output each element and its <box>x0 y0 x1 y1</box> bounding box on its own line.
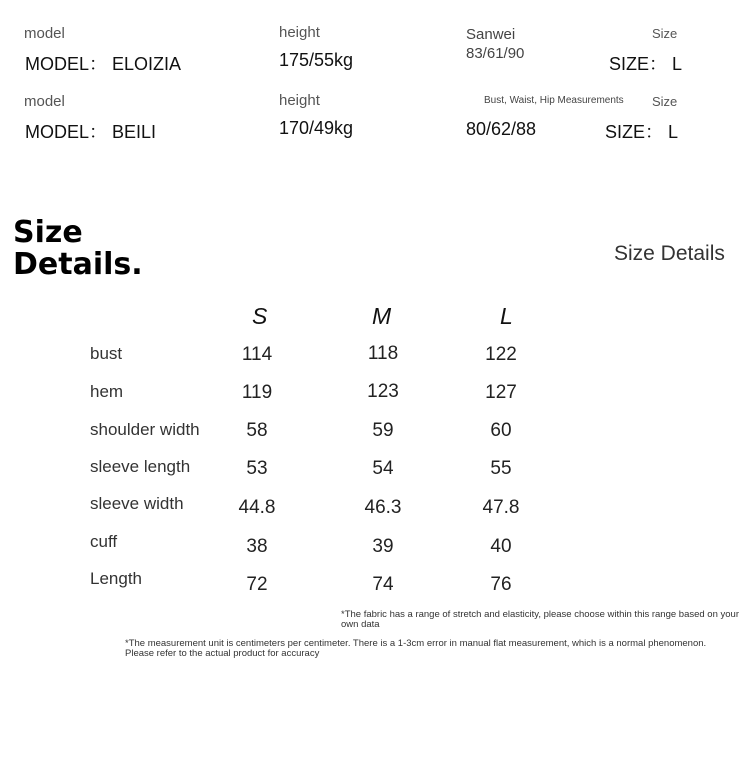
column-header-l: L <box>500 303 513 329</box>
measurements-label: Sanwei <box>466 26 516 43</box>
column-header-s: S <box>252 303 268 329</box>
size-label: Size <box>652 94 678 109</box>
cell-l: 76 <box>490 574 512 595</box>
cell-s: 114 <box>241 344 273 365</box>
cell-m: 74 <box>372 574 394 595</box>
size-label: Size <box>652 26 678 41</box>
cell-l: 60 <box>490 420 512 441</box>
row-label: bust <box>90 344 123 363</box>
size-details-heading <box>13 217 143 281</box>
height-value: 175/55kg <box>279 50 354 70</box>
row-label: hem <box>90 382 124 401</box>
cell-s: 119 <box>241 382 273 403</box>
column-header-m: M <box>372 303 392 329</box>
row-label: cuff <box>90 532 118 551</box>
height-label: height <box>279 24 320 41</box>
heading-line-1: Size <box>13 215 83 250</box>
cell-m: 118 <box>367 343 399 364</box>
cell-m: 46.3 <box>364 497 402 518</box>
model-name: MODEL： ELOIZIA <box>25 54 182 74</box>
cell-l: 55 <box>490 458 512 479</box>
cell-s: 53 <box>246 458 268 479</box>
cell-s: 72 <box>246 574 268 595</box>
cell-l: 122 <box>485 344 517 365</box>
height-label: height <box>279 92 320 109</box>
model-label: model <box>24 93 65 110</box>
measurement-note: *The measurement unit is centimeters per centimeter. There is a 1-3cm error in manual flat measurement, which is a normal phenomenon. Please refer to the actual product for accuracy <box>125 638 707 659</box>
cell-m: 123 <box>367 381 399 402</box>
measurements-value: 80/62/88 <box>466 119 537 139</box>
cell-l: 47.8 <box>482 497 520 518</box>
stretch-note: *The fabric has a range of stretch and elasticity, please choose within this range based on your own data <box>341 609 739 630</box>
row-label: sleeve width <box>90 494 184 513</box>
height-value: 170/49kg <box>279 118 354 138</box>
size-value: SIZE： L <box>605 122 679 142</box>
cell-s: 44.8 <box>238 497 276 518</box>
heading-line-2: Details. <box>13 247 143 282</box>
cell-m: 59 <box>372 420 394 441</box>
cell-s: 58 <box>246 420 268 441</box>
size-value: SIZE： L <box>609 54 683 74</box>
row-label: shoulder width <box>90 420 200 439</box>
model-name: MODEL： BEILI <box>25 122 157 142</box>
cell-l: 127 <box>485 382 517 403</box>
cell-l: 40 <box>490 536 512 557</box>
measurements-value: 83/61/90 <box>466 45 525 62</box>
model-label: model <box>24 25 65 42</box>
row-label: Length <box>90 569 142 588</box>
size-details-subtitle: Size Details <box>614 242 725 265</box>
cell-m: 39 <box>372 536 394 557</box>
cell-s: 38 <box>246 536 268 557</box>
row-label: sleeve length <box>90 457 191 476</box>
cell-m: 54 <box>372 458 394 479</box>
measurements-label: Bust, Waist, Hip Measurements <box>484 95 624 106</box>
